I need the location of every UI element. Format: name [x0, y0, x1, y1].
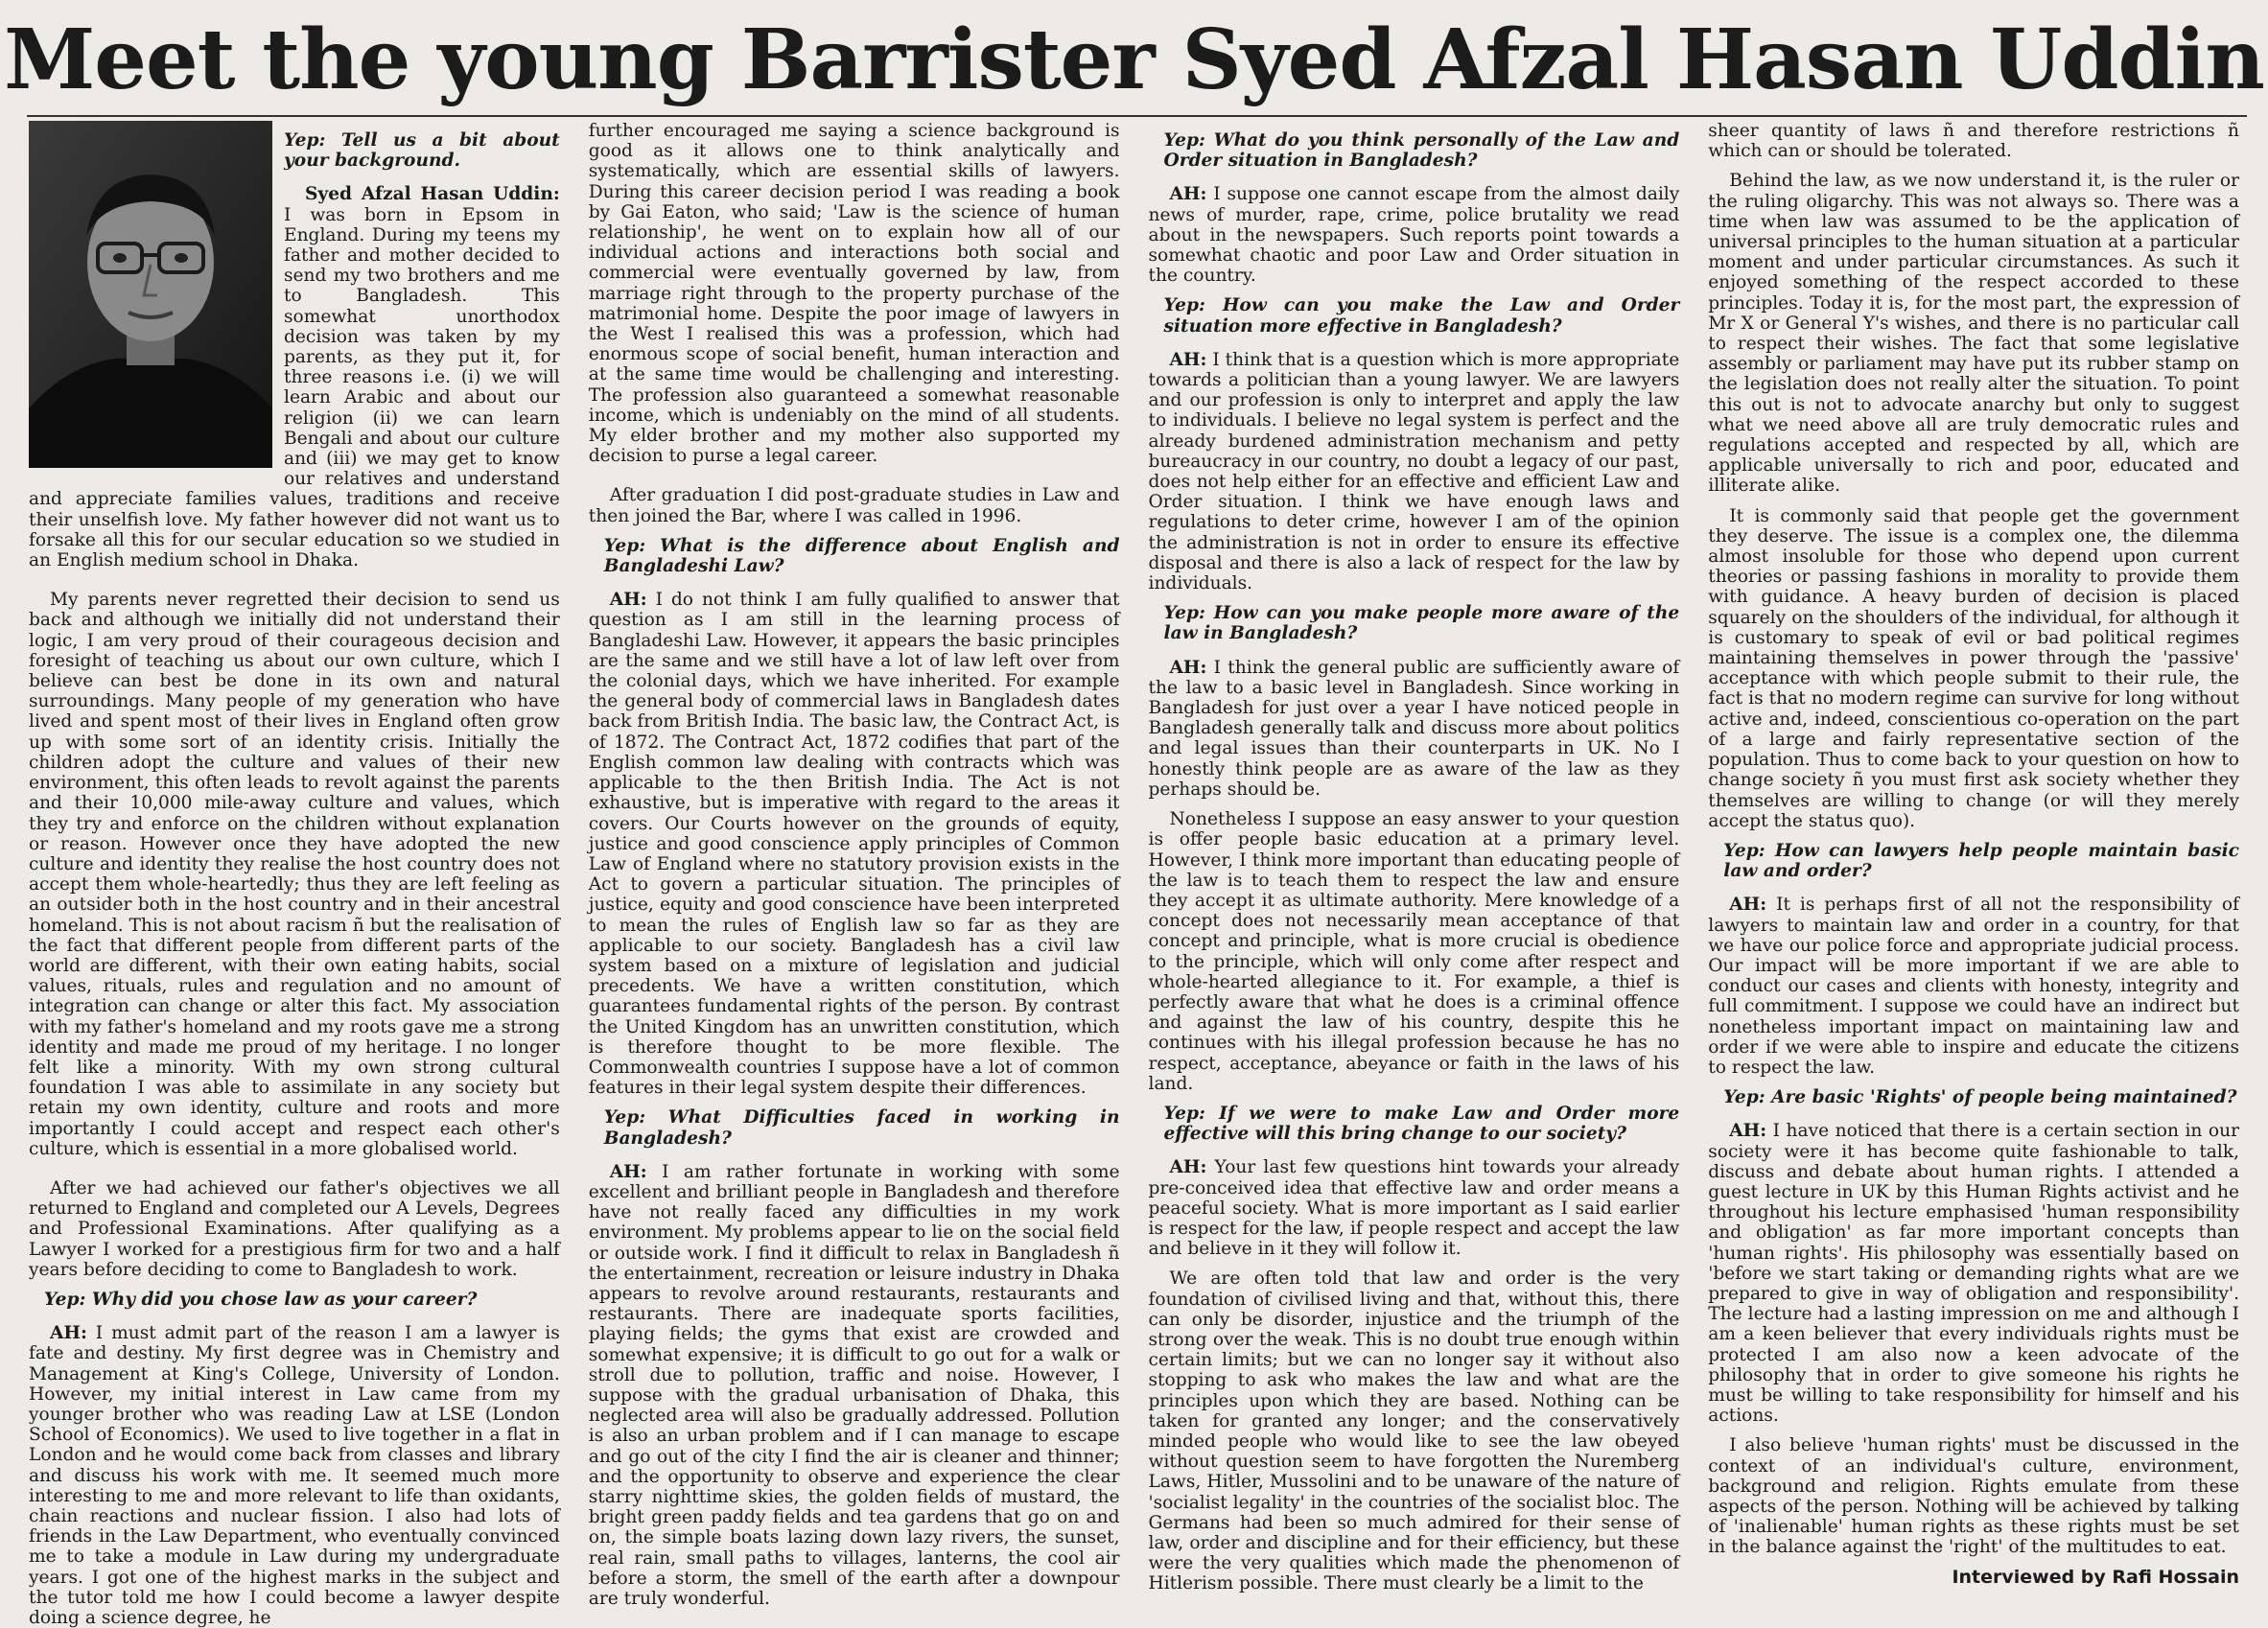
body-paragraph: After graduation I did post-graduate studies in Law and then joined the Bar, where I was called in 1996.: [588, 485, 1120, 526]
answer-paragraph: [1149, 1157, 1680, 1259]
answer-text: I suppose one cannot escape from the almost daily news of murder, rape, crime, police brutality we read about in the newspapers. Such reports point towards a somewhat chaotic and poor Law and Order situation in the country.: [1148, 184, 1680, 287]
answer-text: I was born in Epsom in England. During my teens my father and mother decided to send my two brothers and me to Bangladesh. This somewhat unorthodox decision was taken by my parents, as they put it, for three reasons i.e. (i) we will learn Arabic and about our religion (ii) we can learn Bengali and about our culture and (iii) we may get to know our relatives and understand and appreciate families values, traditions and receive their unselfish love. My father however did not want us to forsake all this for our secular education so we studied in an English medium school in Dhaka.: [29, 204, 560, 571]
answer-paragraph: [1149, 658, 1680, 800]
speaker-label: Syed Afzal Hasan Uddin:: [305, 184, 560, 205]
speaker-label: AH:: [609, 590, 647, 611]
speaker-label: AH:: [609, 1161, 647, 1182]
interview-question: Yep: Tell us a bit about your background.: [284, 130, 560, 172]
answer-paragraph: [1149, 184, 1680, 286]
answer-text: I must admit part of the reason I am a lawyer is fate and destiny. My first degree was in Chemistry and Management at King's College, University of London. However, my initial interest in Law came from my younger brother who was reading Law at LSE (London School of Economics). We used to live together in a flat in London and he would come back from classes and library and discuss his work with me. It seemed much more interesting to me and more relevant to life than oxidants, chain reactions and nuclear fission. I also had lots of friends in the Law Department, who eventually convinced me to take a module in Law during my undergraduate years. I got one of the highest marks in the subject and the tutor told me how I could become a lawyer despite doing a science degree, he: [29, 1323, 560, 1628]
body-paragraph: It is commonly said that people get the government they deserve. The issue is a complex one, the dilemma almost insoluble for those who depend upon current theories or passing fashions in morality to provide them with guidance. A heavy burden of decision is placed squarely on the shoulders of the individual, for although it is customary to speak of evil or bad political regimes maintaining themselves in power through the 'passive' acceptance with which people submit to their rule, the fact is that no modern regime can survive for long without active and, indeed, conscientious co-operation on the part of a large and fairly representative section of the population. Thus to come back to your question on how to change society ñ you must first ask society whether they themselves are willing to change (or will they merely accept the status quo).: [1708, 505, 2239, 831]
answer-paragraph: [1708, 1121, 2239, 1426]
interview-question: Yep: Are basic 'Rights' of people being maintained?: [1723, 1087, 2237, 1108]
answer-paragraph: [1708, 895, 2239, 1078]
article-columns: [29, 121, 2239, 1628]
interview-question: Yep: What is the difference about English and Bangladeshi Law?: [603, 535, 1120, 577]
answer-paragraph: [29, 1323, 560, 1628]
interview-question: Yep: What do you think personally of the Law and Order situation in Bangladesh?: [1163, 130, 1680, 172]
body-paragraph: I also believe 'human rights' must be discussed in the context of an individual's culture, environment, background and religion. Rights emulate from these aspects of the person. Nothing will be achieved by talking of 'inalienable' human rights as these rights must be set in the balance against the 'right' of the multitudes to eat.: [1708, 1435, 2239, 1558]
body-paragraph: further encouraged me saying a science background is good as it allows one to think analytically and systematically, which are essential skills of lawyers. During this career decision period I was reading a book by Gai Eaton, who said; 'Law is the science of human relationship', he went on to explain how all of our individual actions and interactions both social and commercial were eventually governed by law, from marriage right through to the property purchase of the matrimonial home. Despite the poor image of lawyers in the West I realised this was a profession, which had enormous scope of social benefit, human interaction and at the same time would be challenging and interesting. The profession also guaranteed a somewhat reasonable income, which is undeniably on the mind of all students. My elder brother and my mother also supported my decision to purse a legal career.: [588, 121, 1120, 467]
interview-question: Yep: If we were to make Law and Order more effective will this bring change to our society?: [1163, 1103, 1680, 1145]
column-4: [1708, 121, 2239, 1588]
speaker-label: AH:: [1729, 895, 1767, 916]
answer-text: I am rather fortunate in working with some excellent and brilliant people in Bangladesh and therefore have not really faced any difficulties in my work environment. My problems appear to lie on the social field or outside work. I find it difficult to relax in Bangladesh ñ the entertainment, recreation or leisure industry in Dhaka appears to revolve around restaurants, restaurants and restaurants. There are inadequate sports facilities, playing fields; the gyms that exist are crowded and somewhat expensive; it is difficult to go out for a walk or stroll due to pollution, traffic and noise. However, I suppose with the gradual urbanisation of Dhaka, this neglected area will also be gradually addressed. Pollution is also an urban problem and if I can manage to escape and go out of the city I find the air is cleaner and thinner; and the opportunity to observe and experience the clear starry nighttime skies, the golden fields of mustard, the bright green paddy fields and tea gardens that go on and on, the simple boats lazing down lazy rivers, the sunset, real rain, small paths to villages, lanterns, the cool air before a storm, the smell of the earth after a downpour are truly wonderful.: [588, 1161, 1120, 1610]
body-paragraph: Nonetheless I suppose an easy answer to your question is offer people basic education at a primary level. However, I think more important than educating people of the law is to teach them to respect the law and ensure they accept it as ultimate authority. Mere knowledge of a concept does not necessarily mean acceptance of that concept and principle, what is more crucial is obedience to the principle, which will only come after respect and whole-hearted allegiance to it. For example, a thief is perfectly aware that what he does is a criminal offence and against the law of his country, despite this he continues with his illegal profession because he has no respect, acceptance, abeyance or faith in the laws of his land.: [1148, 809, 1680, 1094]
portrait-photo: [29, 121, 272, 468]
answer-text: I think the general public are sufficiently aware of the law to a basic level in Bangladesh. Since working in Bangladesh for just over a year I have noticed people in Bangladesh generally talk and discuss more about politics and legal issues than their counterparts in UK. No I honestly think people are as aware of the law as they perhaps should be.: [1148, 657, 1680, 800]
speaker-label: AH:: [1729, 1121, 1767, 1142]
interview-question: Yep: Why did you chose law as your career?: [44, 1289, 478, 1310]
interview-question: Yep: How can you make the Law and Order situation more effective in Bangladesh?: [1163, 295, 1680, 337]
interview-question: Yep: How can lawyers help people maintain basic law and order?: [1723, 840, 2239, 882]
body-paragraph: sheer quantity of laws ñ and therefore restrictions ñ which can or should be tolerated.: [1708, 121, 2239, 162]
answer-paragraph: [1149, 350, 1680, 593]
body-paragraph: My parents never regretted their decision to send us back and although we initially did not understand their logic, I am very proud of their courageous decision and foresight of teaching us about our own culture, which I believe can best be done in its own and natural surroundings. Many people of my generation who have lived and spent most of their lives in England often grow up with some sort of an identity crisis. Initially the children adopt the culture and values of their new environment, this often leads to revolt against the parents and their 10,000 mile-away culture and values, which they try and enforce on the children without explanation or reason. However once they have adopted the new culture and identity they realise the host country does not accept them whole-heartedly; thus they are left feeling as an outsider both in the host country and in their ancestral homeland. This is not about racism ñ but the realisation of the fact that different people from different parts of the world are different, with their own eating habits, social values, rituals, rules and regulation and no amount of integration can change or alter this fact. My association with my father's homeland and my roots gave me a strong identity and made me proud of my heritage. I no longer felt like a minority. With my own strong cultural foundation I was able to assimilate in any society but retain my own identity, culture and roots and more importantly I could accept and respect each other's culture, which is essential in a more globalised world.: [29, 590, 560, 1159]
speaker-label: AH:: [1169, 1157, 1207, 1178]
headline: Meet the young Barrister Syed Afzal Hasan Uddin: [4, 12, 2264, 108]
column-2: [588, 121, 1120, 1610]
answer-text: I do not think I am fully qualified to answer that question as I am still in the learning process of Bangladeshi Law. However, it appears the basic principles are the same and we still have a lot of law left over from the colonial days, which we have inherited. For example the general body of commercial laws in Bangladesh dates back from British India. The basic law, the Contract Act, is of 1872. The Contract Act, 1872 codifies that part of the English common law dealing with contracts which was applicable to the then British India. The Act is not exhaustive, but is imperative with regard to the areas it covers. Our Courts however on the grounds of equity, justice and good conscience apply principles of Common Law of England where no statutory provision exists in the Act to govern a particular situation. The principles of justice, equity and good conscience have been interpreted to mean the rules of English law so far as they are applicable to our society. Bangladesh has a civil law system based on a mixture of legislation and judicial precedents. We have a written constitution, which guarantees fundamental rights of the person. By contrast the United Kingdom has an unwritten constitution, which is therefore thought to be more flexible. The Commonwealth countries I suppose have a lot of common features in their legal system despite their differences.: [588, 590, 1120, 1099]
answer-paragraph: [589, 590, 1120, 1098]
byline: Interviewed by Rafi Hossain: [1952, 1566, 2239, 1588]
answer-text: It is perhaps first of all not the responsibility of lawyers to maintain law and order in a country, for that we have our police force and appropriate judicial process. Our impact will be more important if we are able to conduct our cases and clients with honesty, integrity and full commitment. I suppose we could have an indirect but nonetheless important impact on maintaining law and order if we were able to inspire and educate the citizens to respect the law.: [1708, 895, 2239, 1078]
body-paragraph: We are often told that law and order is the very foundation of civilised living and that, without this, there can only be disorder, injustice and the triumph of the strong over the weak. This is no doubt true enough within certain limits; but we can no longer say it without also stopping to ask who makes the law and what are the principles upon which they are based. Nothing can be taken for granted any longer; and the conservatively minded people who would like to see the law obeyed without question seem to have forgotten the Nuremberg Laws, Hitler, Mussolini and to be unaware of the nature of 'socialist legality' in the countries of the socialist bloc. The Germans had been so much admired for their sense of law, order and discipline and for their efficiency, but these were the very qualities which made the phenomenon of Hitlerism possible. There must clearly be a limit to the: [1148, 1268, 1680, 1594]
speaker-label: AH:: [1169, 657, 1207, 678]
speaker-label: AH:: [1169, 184, 1207, 205]
interview-question: Yep: What Difficulties faced in working in Bangladesh?: [603, 1107, 1120, 1149]
column-3: [1148, 121, 1680, 1594]
body-paragraph: Behind the law, as we now understand it, is the ruler or the ruling oligarchy. This was not always so. There was a time when law was assumed to be the application of universal principles to the human situation at a particular moment and under particular circumstances. As such it enjoyed something of the respect accorded to these principles. Today it is, for the most part, the expression of Mr X or General Y's wishes, and there is no particular call to respect their wishes. The fact that some legislative assembly or parliament may have put its rubber stamp on the legislation does not really alter the situation. To point this out is not to advocate anarchy but only to suggest what we need above all are truly democratic rules and regulations accepted and respected by all, which are applicable universally to rich and poor, educated and illiterate alike.: [1708, 171, 2239, 497]
interview-question: Yep: How can you make people more aware of the law in Bangladesh?: [1163, 603, 1680, 644]
column-1: [29, 121, 560, 1628]
answer-text: Your last few questions hint towards your already pre-conceived idea that effective law and order means a peaceful society. What is more important as I said earlier is respect for the law, if people respect and accept the law and believe in it they will follow it.: [1148, 1157, 1680, 1260]
speaker-label: AH:: [50, 1323, 87, 1344]
headline-rule: [27, 115, 2247, 117]
body-paragraph: After we had achieved our father's objectives we all returned to England and completed our A Levels, Degrees and Professional Examinations. After qualifying as a Lawyer I worked for a prestigious firm for two and a half years before deciding to come to Bangladesh to work.: [29, 1177, 560, 1280]
answer-paragraph: [589, 1162, 1120, 1609]
answer-text: I have noticed that there is a certain section in our society were it has become quite fashionable to talk, discuss and debate about human rights. I attended a guest lecture in UK by this Human Rights activist and he throughout his lecture emphasised 'human responsibility and obligation' as far more important concepts than 'human rights'. His philosophy was essentially based on 'before we start taking or demanding rights what are we prepared to give in way of obligation and responsibility'. The lecture had a lasting impression on me and although I am a keen believer that every individuals rights must be protected I am also now a keen advocate of the philosophy that in order to give someone his rights he must be willing to take responsibility for himself and his actions.: [1708, 1121, 2239, 1427]
portrait-image-icon: [29, 121, 272, 468]
answer-text: I think that is a question which is more appropriate towards a politician than a young lawyer. We are lawyers and our profession is only to interpret and apply the law to individuals. I believe no legal system is perfect and the already burdened administration mechanism and petty bureaucracy in our country, no doubt a legacy of our past, does not help either for an effective and efficient Law and Order situation. I think we have enough laws and regulations to deter crime, however I am of the opinion the administration is not in order to ensure its effective disposal and there is also a lack of respect for the law by individuals.: [1148, 349, 1680, 594]
speaker-label: AH:: [1169, 349, 1207, 370]
